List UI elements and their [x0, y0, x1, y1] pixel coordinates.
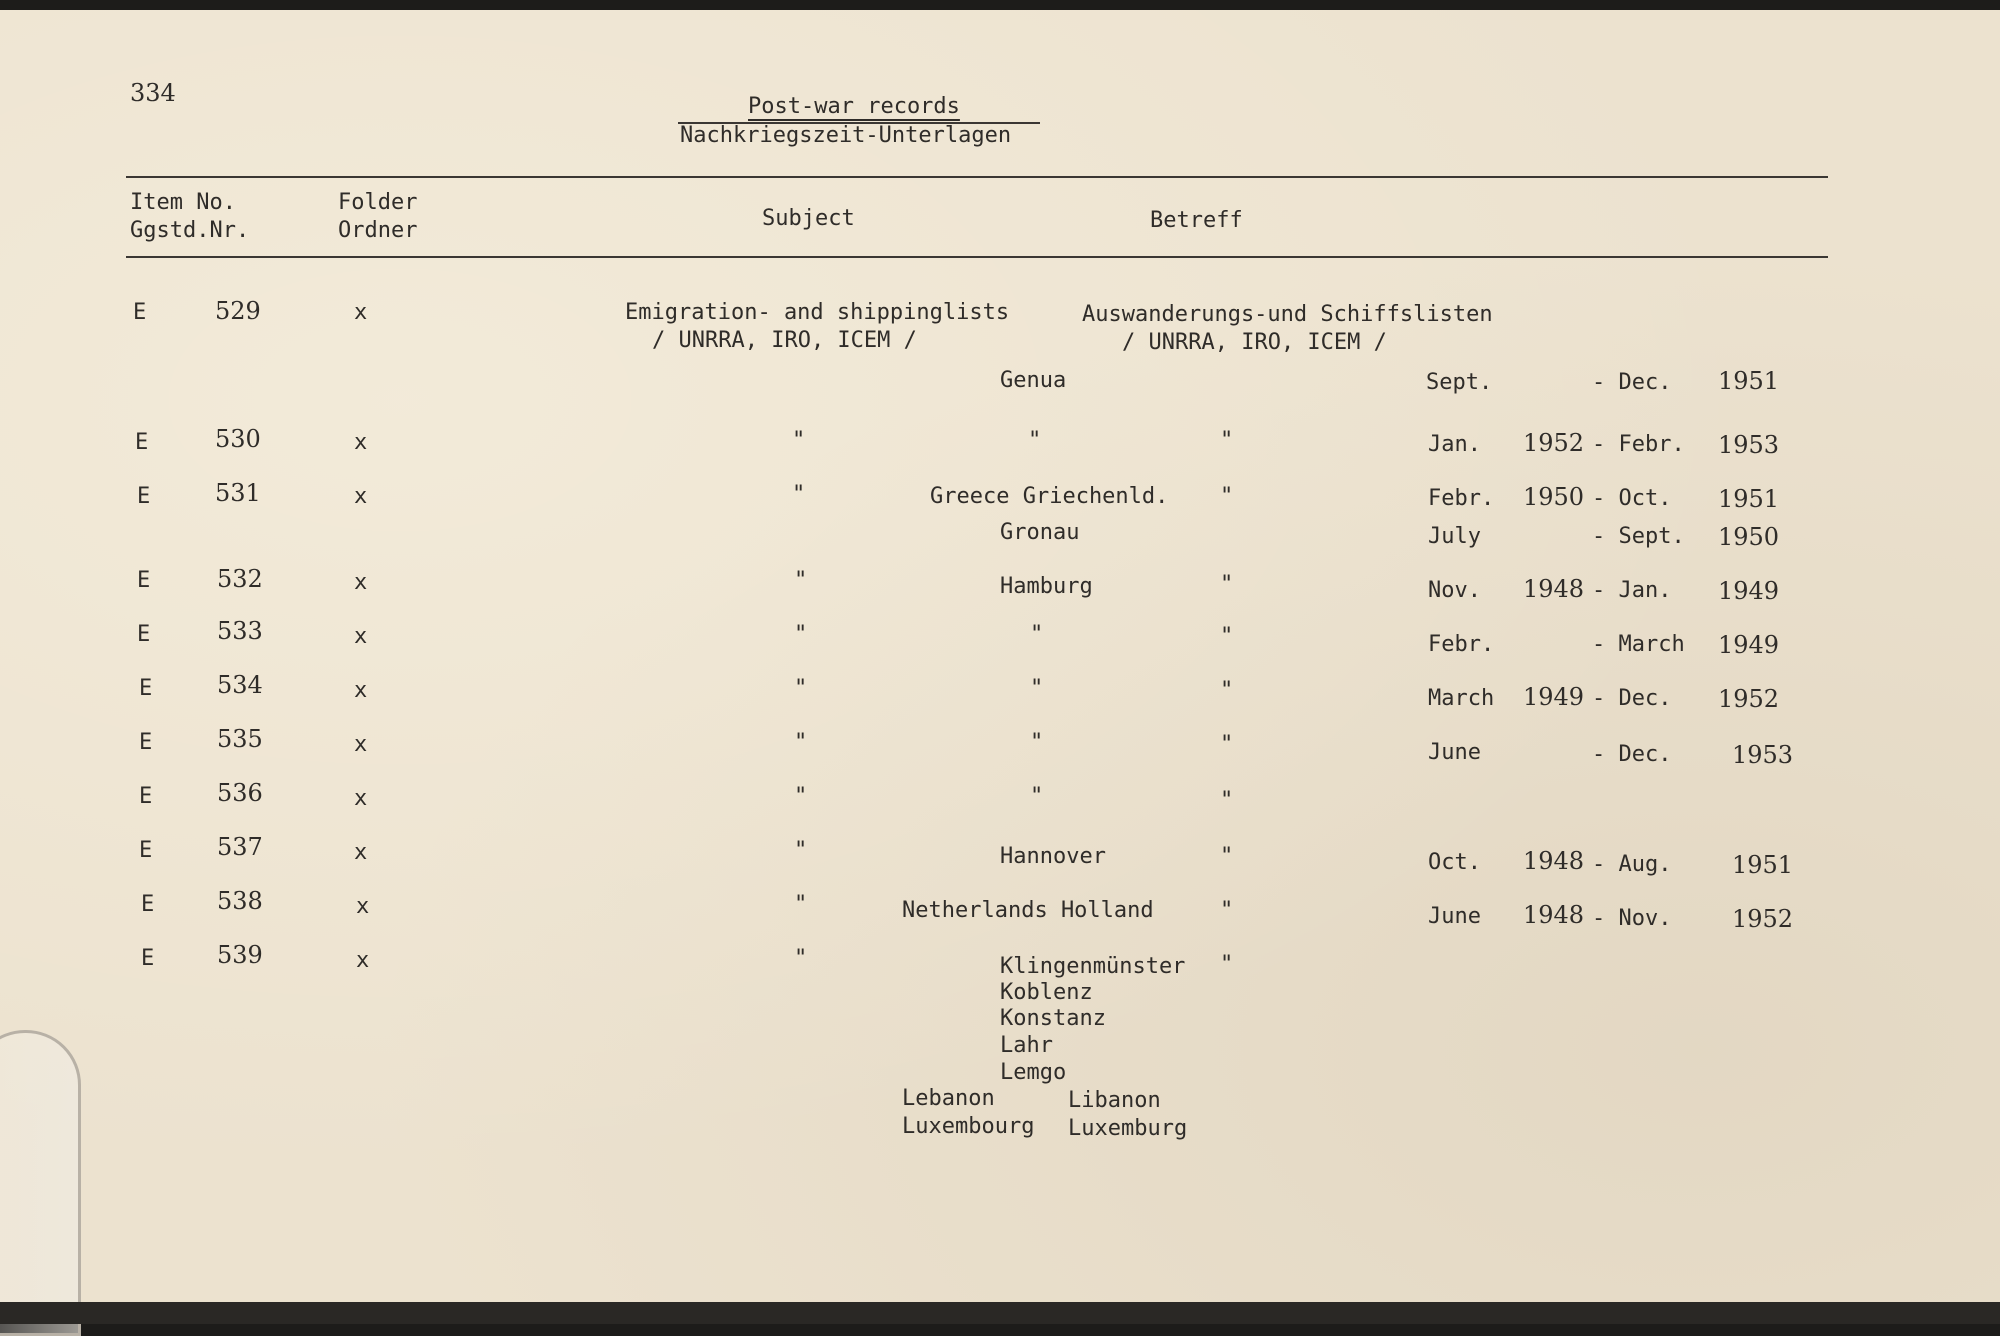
- row-folder: x: [354, 300, 368, 325]
- row-item: E: [141, 892, 155, 917]
- row-item: E: [139, 784, 153, 809]
- row-folder: x: [354, 430, 368, 455]
- row-ditto-betreff: ": [1220, 678, 1234, 703]
- row-end-year: 1949: [1718, 577, 1780, 605]
- row-ditto-subject: ": [794, 730, 808, 755]
- row-start-month: Jan.: [1428, 432, 1481, 457]
- row-item: E: [137, 568, 151, 593]
- row-place: ": [1030, 622, 1044, 647]
- row-folder: x: [354, 786, 368, 811]
- row-ditto-subject: ": [794, 676, 808, 701]
- row-end-month: - Jan.: [1592, 578, 1672, 603]
- title-german: Nachkriegszeit-Unterlagen: [680, 123, 1012, 148]
- row-end-month: - Dec.: [1592, 370, 1672, 395]
- row-place: Netherlands Holland: [902, 898, 1154, 923]
- row-number: 531: [215, 479, 261, 507]
- row-number: 530: [215, 425, 261, 453]
- row-start-month: Sept.: [1426, 370, 1493, 395]
- row-end-year: 1950: [1718, 523, 1780, 551]
- row-item: E: [137, 622, 151, 647]
- row-start-month: Febr.: [1428, 632, 1495, 657]
- row-end-month: - Dec.: [1592, 686, 1672, 711]
- row-ditto-subject: ": [792, 482, 806, 507]
- header-top-rule: [126, 176, 1828, 178]
- header-item-no-line1: Item No.: [130, 190, 236, 215]
- row-folder: x: [356, 948, 370, 973]
- row-end-month: - Oct.: [1592, 486, 1672, 511]
- row-ditto-subject: ": [794, 568, 808, 593]
- row-end-year: 1951: [1718, 485, 1780, 513]
- row-folder: x: [354, 570, 368, 595]
- row-end-month: - Nov.: [1592, 906, 1672, 931]
- header-betreff: Betreff: [1150, 208, 1243, 233]
- row-place: Hannover: [1000, 844, 1106, 869]
- place-german: Libanon: [1068, 1088, 1161, 1113]
- row-place: Gronau: [1000, 520, 1080, 545]
- scan-bottom-edge: [0, 1302, 2000, 1324]
- row-place: Hamburg: [1000, 574, 1093, 599]
- row-end-month: - March: [1592, 632, 1685, 657]
- row-start-month: Oct.: [1428, 850, 1481, 875]
- row-place: Greece Griechenld.: [930, 484, 1169, 509]
- row-item: E: [139, 838, 153, 863]
- row-number: 532: [217, 565, 263, 593]
- row-place: ": [1028, 428, 1042, 453]
- row-start-year: 1948: [1523, 901, 1585, 929]
- header-folder-line1: Folder: [338, 190, 418, 215]
- paper-clip: [0, 1030, 81, 1336]
- row-number: 538: [217, 887, 263, 915]
- intro-subject-german: Auswanderungs-und Schiffslisten: [1082, 302, 1493, 327]
- row-place: ": [1030, 784, 1044, 809]
- row-ditto-betreff: ": [1220, 788, 1234, 813]
- row-folder: x: [354, 732, 368, 757]
- row-ditto-subject: ": [794, 784, 808, 809]
- row-folder: x: [354, 484, 368, 509]
- intro-orgs-german: / UNRRA, IRO, ICEM /: [1122, 330, 1387, 355]
- place-list-item: Lahr: [1000, 1033, 1053, 1058]
- row-ditto-subject: ": [794, 622, 808, 647]
- row-start-month: Febr.: [1428, 486, 1495, 511]
- row-item: E: [135, 430, 149, 455]
- place-list-item: Lemgo: [1000, 1060, 1067, 1085]
- row-end-year: 1952: [1732, 905, 1794, 933]
- header-folder-line2: Ordner: [338, 218, 418, 243]
- row-end-month: - Sept.: [1592, 524, 1685, 549]
- row-folder: x: [354, 678, 368, 703]
- row-place: ": [1030, 730, 1044, 755]
- row-folder: x: [354, 840, 368, 865]
- row-start-year: 1949: [1523, 683, 1585, 711]
- row-ditto-betreff: ": [1220, 952, 1234, 977]
- row-ditto-subject: ": [794, 838, 808, 863]
- row-start-year: 1952: [1523, 429, 1585, 457]
- row-ditto-subject: ": [792, 428, 806, 453]
- row-end-month: - Febr.: [1592, 432, 1685, 457]
- header-bottom-rule: [126, 256, 1828, 258]
- row-number: 529: [215, 297, 261, 325]
- header-item-no-line2: Ggstd.Nr.: [130, 218, 250, 243]
- row-end-year: 1951: [1718, 367, 1780, 395]
- row-ditto-betreff: ": [1220, 898, 1234, 923]
- intro-orgs-english: / UNRRA, IRO, ICEM /: [652, 328, 917, 353]
- intro-subject-english: Emigration- and shippinglists: [625, 300, 1010, 325]
- place-english: Lebanon: [902, 1086, 995, 1111]
- row-ditto-subject: ": [794, 892, 808, 917]
- row-start-month: June: [1428, 740, 1481, 765]
- row-item: E: [139, 730, 153, 755]
- row-start-month: June: [1428, 904, 1481, 929]
- place-list-item: Koblenz: [1000, 980, 1093, 1005]
- row-folder: x: [354, 624, 368, 649]
- row-start-month: March: [1428, 686, 1495, 711]
- row-ditto-betreff: ": [1220, 624, 1234, 649]
- place-german: Luxemburg: [1068, 1116, 1188, 1141]
- page-number: 334: [130, 79, 176, 107]
- row-end-year: 1951: [1732, 851, 1794, 879]
- place-list-item: Konstanz: [1000, 1006, 1106, 1031]
- row-place: Genua: [1000, 368, 1067, 393]
- row-end-month: - Dec.: [1592, 742, 1672, 767]
- row-number: 539: [217, 941, 263, 969]
- row-item: E: [133, 300, 147, 325]
- row-end-year: 1952: [1718, 685, 1780, 713]
- title-english: Post-war records: [748, 94, 960, 119]
- row-end-year: 1953: [1732, 741, 1794, 769]
- row-ditto-betreff: ": [1220, 572, 1234, 597]
- row-number: 533: [217, 617, 263, 645]
- row-number: 536: [217, 779, 263, 807]
- row-number: 535: [217, 725, 263, 753]
- row-item: E: [141, 946, 155, 971]
- row-item: E: [139, 676, 153, 701]
- row-start-year: 1950: [1523, 483, 1585, 511]
- header-subject: Subject: [762, 206, 855, 231]
- row-ditto-betreff: ": [1220, 484, 1234, 509]
- row-folder: x: [356, 894, 370, 919]
- row-ditto-betreff: ": [1220, 428, 1234, 453]
- row-start-year: 1948: [1523, 847, 1585, 875]
- row-ditto-betreff: ": [1220, 732, 1234, 757]
- row-start-month: July: [1428, 524, 1481, 549]
- row-ditto-subject: ": [794, 946, 808, 971]
- row-place: ": [1030, 676, 1044, 701]
- row-place: Klingenmünster: [1000, 954, 1186, 979]
- row-number: 534: [217, 671, 263, 699]
- row-start-month: Nov.: [1428, 578, 1481, 603]
- row-ditto-betreff: ": [1220, 844, 1234, 869]
- row-number: 537: [217, 833, 263, 861]
- place-english: Luxembourg: [902, 1114, 1035, 1139]
- row-item: E: [137, 484, 151, 509]
- document-page: [0, 10, 2000, 1310]
- row-end-month: - Aug.: [1592, 852, 1672, 877]
- row-end-year: 1949: [1718, 631, 1780, 659]
- row-start-year: 1948: [1523, 575, 1585, 603]
- row-end-year: 1953: [1718, 431, 1780, 459]
